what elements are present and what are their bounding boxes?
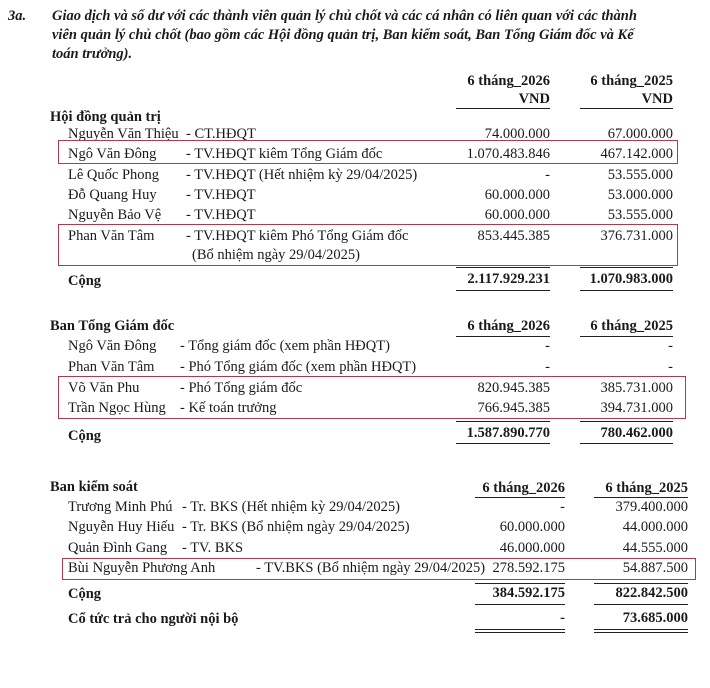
row-name: Võ Văn Phu bbox=[68, 380, 140, 396]
value-2025: 44.000.000 bbox=[622, 519, 688, 535]
total-line-bottom bbox=[475, 604, 565, 605]
hdqt-total-2025: 1.070.983.000 bbox=[589, 271, 673, 287]
total-line-top bbox=[456, 421, 550, 422]
row-role: - TV.BKS (Bổ nhiệm ngày 29/04/2025) bbox=[256, 560, 486, 576]
total-line-bottom bbox=[580, 290, 673, 291]
column-header-2026: 6 tháng_2026 VND bbox=[467, 73, 550, 107]
header-underline-2026 bbox=[475, 497, 565, 498]
value-2025: 53.555.000 bbox=[607, 167, 673, 183]
value-2025: 467.142.000 bbox=[600, 146, 673, 162]
row-role: - TV.HĐQT bbox=[186, 207, 256, 223]
row-name: Trương Minh Phú bbox=[68, 499, 173, 515]
value-2026: 1.070.483.846 bbox=[466, 146, 550, 162]
hdqt-total-label: Cộng bbox=[68, 273, 102, 289]
bks-total-2026: 384.592.175 bbox=[492, 585, 565, 601]
btgd-total-label: Cộng bbox=[68, 428, 102, 444]
section-title-line2: viên quản lý chủ chốt (bao gồm các Hội đồng quản trị, Ban kiểm soát, Ban Tổng Giám đốc và Kế bbox=[52, 27, 634, 43]
total-line-bottom bbox=[456, 290, 550, 291]
row-role: - TV.HĐQT kiêm Tổng Giám đốc bbox=[186, 146, 383, 162]
dividend-line bbox=[475, 629, 565, 630]
hdqt-heading: Hội đồng quản trị bbox=[50, 109, 161, 125]
hdqt-total-2026: 2.117.929.231 bbox=[467, 271, 550, 287]
row-role: - TV. BKS bbox=[182, 540, 244, 556]
value-2026: 60.000.000 bbox=[499, 519, 565, 535]
total-line-bottom bbox=[594, 604, 688, 605]
row-name: Phan Văn Tâm bbox=[68, 228, 155, 244]
value-2025: 379.400.000 bbox=[615, 499, 688, 515]
value-2025: - bbox=[668, 338, 673, 354]
row-role: - Phó Tổng giám đốc bbox=[180, 380, 303, 396]
value-2025: 376.731.000 bbox=[600, 228, 673, 244]
section-title-line3: toán trưởng). bbox=[52, 46, 133, 62]
value-2025: 53.000.000 bbox=[607, 187, 673, 203]
section-number: 3a. bbox=[8, 8, 27, 24]
dividend-2026: - bbox=[560, 610, 565, 626]
bks-heading: Ban kiểm soát bbox=[50, 479, 138, 495]
row-name: Nguyễn Bảo Vệ bbox=[68, 207, 162, 223]
total-line-top bbox=[580, 267, 673, 268]
row-name: Nguyễn Huy Hiếu bbox=[68, 519, 175, 535]
bks-column-2026: 6 tháng_2026 bbox=[482, 480, 565, 496]
row-role: - Tr. BKS (Bổ nhiệm ngày 29/04/2025) bbox=[182, 519, 410, 535]
total-line-top bbox=[580, 421, 673, 422]
dividend-line-double bbox=[594, 632, 688, 633]
row-role: - TV.HĐQT bbox=[186, 187, 256, 203]
header-underline-2026 bbox=[456, 108, 550, 109]
row-name: Ngô Văn Đông bbox=[68, 146, 157, 162]
value-2026: - bbox=[545, 338, 550, 354]
total-line-top bbox=[594, 583, 688, 584]
row-name: Ngô Văn Đông bbox=[68, 338, 157, 354]
btgd-total-2025: 780.462.000 bbox=[600, 425, 673, 441]
value-2026: 46.000.000 bbox=[499, 540, 565, 556]
row-name: Trần Ngọc Hùng bbox=[68, 400, 166, 416]
row-name: Lê Quốc Phong bbox=[68, 167, 160, 183]
btgd-column-2026: 6 tháng_2026 bbox=[467, 318, 550, 334]
section-title-line1: Giao dịch và số dư với các thành viên quản lý chủ chốt và các cá nhân có liên quan với các thành bbox=[52, 8, 637, 24]
value-2026: 74.000.000 bbox=[484, 126, 550, 142]
value-2026: 853.445.385 bbox=[477, 228, 550, 244]
row-name: Quản Đình Gang bbox=[68, 540, 168, 556]
row-role: - CT.HĐQT bbox=[186, 126, 256, 142]
value-2026: 278.592.175 bbox=[492, 560, 565, 576]
value-2025: 53.555.000 bbox=[607, 207, 673, 223]
value-2026: - bbox=[545, 167, 550, 183]
value-2026: 766.945.385 bbox=[477, 400, 550, 416]
btgd-total-2026: 1.587.890.770 bbox=[466, 425, 550, 441]
row-role: - TV.HĐQT kiêm Phó Tổng Giám đốc bbox=[186, 228, 409, 244]
bks-total-2025: 822.842.500 bbox=[615, 585, 688, 601]
total-line-top bbox=[475, 583, 565, 584]
value-2026: - bbox=[560, 499, 565, 515]
row-name: Bùi Nguyễn Phương Anh bbox=[68, 560, 216, 576]
value-2026: 820.945.385 bbox=[477, 380, 550, 396]
value-2026: 60.000.000 bbox=[484, 187, 550, 203]
value-2025: - bbox=[668, 359, 673, 375]
value-2026: 60.000.000 bbox=[484, 207, 550, 223]
header-underline-2025 bbox=[594, 497, 688, 498]
row-name: Phan Văn Tâm bbox=[68, 359, 155, 375]
dividend-line bbox=[594, 629, 688, 630]
btgd-column-2025: 6 tháng_2025 bbox=[590, 318, 673, 334]
value-2025: 67.000.000 bbox=[607, 126, 673, 142]
value-2026: - bbox=[545, 359, 550, 375]
header-underline-2025 bbox=[580, 336, 673, 337]
header-underline-2026 bbox=[456, 336, 550, 337]
row-role: - Phó Tổng giám đốc (xem phần HĐQT) bbox=[180, 359, 417, 375]
value-2025: 385.731.000 bbox=[600, 380, 673, 396]
row-role: - Kế toán trưởng bbox=[180, 400, 277, 416]
total-line-bottom bbox=[580, 443, 673, 444]
total-line-bottom bbox=[456, 443, 550, 444]
dividend-label: Cổ tức trả cho người nội bộ bbox=[68, 611, 239, 627]
total-line-top bbox=[456, 267, 550, 268]
row-role: - Tổng giám đốc (xem phần HĐQT) bbox=[180, 338, 390, 354]
row-role: - Tr. BKS (Hết nhiệm kỳ 29/04/2025) bbox=[182, 499, 400, 515]
btgd-heading: Ban Tổng Giám đốc bbox=[50, 318, 175, 334]
row-role-note: (Bổ nhiệm ngày 29/04/2025) bbox=[192, 247, 360, 263]
dividend-line-double bbox=[475, 632, 565, 633]
value-2025: 54.887.500 bbox=[622, 560, 688, 576]
bks-total-label: Cộng bbox=[68, 586, 102, 602]
row-name: Đỗ Quang Huy bbox=[68, 187, 157, 203]
bks-column-2025: 6 tháng_2025 bbox=[605, 480, 688, 496]
row-role: - TV.HĐQT (Hết nhiệm kỳ 29/04/2025) bbox=[186, 167, 418, 183]
column-header-2025: 6 tháng_2025 VND bbox=[590, 73, 673, 107]
row-name: Nguyễn Văn Thiệu bbox=[68, 126, 179, 142]
header-underline-2025 bbox=[580, 108, 673, 109]
value-2025: 44.555.000 bbox=[622, 540, 688, 556]
dividend-2025: 73.685.000 bbox=[622, 610, 688, 626]
value-2025: 394.731.000 bbox=[600, 400, 673, 416]
